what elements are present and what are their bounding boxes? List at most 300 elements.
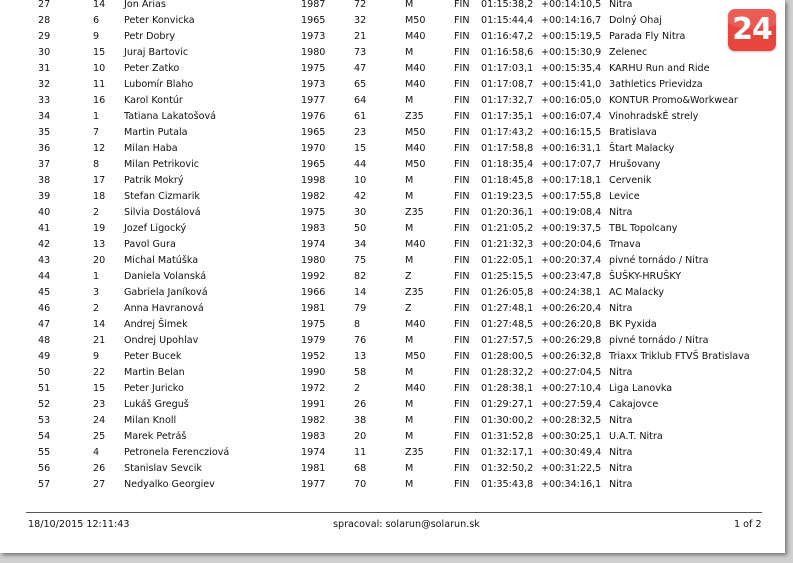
rank-cell: 39 <box>38 191 51 202</box>
number-cell: 13 <box>354 351 367 362</box>
number-cell: 73 <box>354 47 367 58</box>
status-cell: FIN <box>454 207 470 218</box>
bib-cell: 7 <box>93 127 100 138</box>
year-cell: 1991 <box>301 399 326 410</box>
year-cell: 1952 <box>301 351 326 362</box>
category-cell: Z35 <box>405 287 424 298</box>
name-cell: Milan Haba <box>124 143 178 154</box>
club-cell: Nitra <box>609 0 633 10</box>
gap-cell: +00:14:16,7 <box>541 15 602 26</box>
status-cell: FIN <box>454 47 470 58</box>
rank-cell: 36 <box>38 143 51 154</box>
year-cell: 1982 <box>301 191 326 202</box>
number-cell: 26 <box>354 399 367 410</box>
bib-cell: 4 <box>93 447 100 458</box>
club-cell: Nitra <box>609 479 633 490</box>
number-cell: 76 <box>354 335 367 346</box>
rank-cell: 48 <box>38 335 51 346</box>
status-cell: FIN <box>454 223 470 234</box>
bib-cell: 14 <box>93 319 106 330</box>
footer-processed-by: spracoval: solarun@solarun.sk <box>333 519 480 530</box>
number-cell: 10 <box>354 175 367 186</box>
time-cell: 01:17:35,1 <box>481 111 534 122</box>
category-cell: M <box>405 47 414 58</box>
gap-cell: +00:26:32,8 <box>541 351 602 362</box>
club-cell: pivné tornádo / Nitra <box>609 255 709 266</box>
status-cell: FIN <box>454 239 470 250</box>
club-cell: Dolný Ohaj <box>609 15 662 26</box>
gap-cell: +00:28:32,5 <box>541 415 602 426</box>
club-cell: Nitra <box>609 207 633 218</box>
category-cell: M <box>405 0 414 10</box>
number-cell: 15 <box>354 143 367 154</box>
rank-cell: 43 <box>38 255 51 266</box>
club-cell: Cervenik <box>609 175 652 186</box>
number-cell: 8 <box>354 319 361 330</box>
status-cell: FIN <box>454 415 470 426</box>
year-cell: 1977 <box>301 95 326 106</box>
year-cell: 1966 <box>301 287 326 298</box>
time-cell: 01:15:38,2 <box>481 0 534 10</box>
gap-cell: +00:17:55,8 <box>541 191 602 202</box>
bib-cell: 15 <box>93 383 106 394</box>
year-cell: 1987 <box>301 0 326 10</box>
year-cell: 1990 <box>301 367 326 378</box>
bib-cell: 11 <box>93 79 106 90</box>
number-cell: 44 <box>354 159 367 170</box>
club-cell: Liga Lanovka <box>609 383 673 394</box>
number-cell: 70 <box>354 479 367 490</box>
club-cell: Levice <box>609 191 640 202</box>
bib-cell: 14 <box>93 0 106 10</box>
category-cell: M <box>405 223 414 234</box>
number-cell: 82 <box>354 271 367 282</box>
gap-cell: +00:26:29,8 <box>541 335 602 346</box>
year-cell: 1981 <box>301 463 326 474</box>
badge-text: 24 <box>732 12 772 47</box>
club-cell: Bratislava <box>609 127 657 138</box>
rank-cell: 50 <box>38 367 51 378</box>
time-cell: 01:32:17,1 <box>481 447 534 458</box>
name-cell: Petronela Ferencziová <box>124 447 230 458</box>
status-cell: FIN <box>454 191 470 202</box>
rank-cell: 29 <box>38 31 51 42</box>
time-cell: 01:16:58,6 <box>481 47 534 58</box>
time-cell: 01:30:00,2 <box>481 415 534 426</box>
club-cell: AC Malacky <box>609 287 665 298</box>
footer-date: 18/10/2015 12:11:43 <box>28 519 130 530</box>
gap-cell: +00:19:08,4 <box>541 207 602 218</box>
time-cell: 01:20:36,1 <box>481 207 534 218</box>
time-cell: 01:29:27,1 <box>481 399 534 410</box>
gap-cell: +00:15:30,9 <box>541 47 602 58</box>
club-cell: Cakajovce <box>609 399 659 410</box>
time-cell: 01:27:57,5 <box>481 335 534 346</box>
time-cell: 01:17:03,1 <box>481 63 534 74</box>
club-cell: Zelenec <box>609 47 648 58</box>
number-cell: 2 <box>354 383 361 394</box>
gap-cell: +00:15:35,4 <box>541 63 602 74</box>
bib-cell: 22 <box>93 367 106 378</box>
club-cell: Nitra <box>609 447 633 458</box>
time-cell: 01:17:43,2 <box>481 127 534 138</box>
club-cell: U.A.T. Nitra <box>609 431 663 442</box>
club-cell: pivné tornádo / Nitra <box>609 335 709 346</box>
number-cell: 30 <box>354 207 367 218</box>
bib-cell: 1 <box>93 271 100 282</box>
time-cell: 01:28:00,5 <box>481 351 534 362</box>
category-cell: M <box>405 367 414 378</box>
club-cell: Nitra <box>609 415 633 426</box>
bib-cell: 25 <box>93 431 106 442</box>
category-cell: M40 <box>405 63 426 74</box>
name-cell: Petr Dobry <box>124 31 176 42</box>
name-cell: Gabriela Janíková <box>124 287 208 298</box>
name-cell: Anna Havranová <box>124 303 204 314</box>
category-cell: M40 <box>405 239 426 250</box>
name-cell: Stefan Cizmarik <box>124 191 200 202</box>
club-cell: ŠUŠKY-HRUŠKY <box>609 271 682 282</box>
status-cell: FIN <box>454 127 470 138</box>
club-cell: TBL Topolcany <box>609 223 678 234</box>
number-cell: 72 <box>354 0 367 10</box>
year-cell: 1973 <box>301 31 326 42</box>
rank-cell: 32 <box>38 79 51 90</box>
number-cell: 21 <box>354 31 367 42</box>
rank-cell: 54 <box>38 431 51 442</box>
bib-cell: 9 <box>93 31 100 42</box>
number-cell: 47 <box>354 63 367 74</box>
gap-cell: +00:30:49,4 <box>541 447 602 458</box>
gap-cell: +00:16:15,5 <box>541 127 602 138</box>
year-cell: 1976 <box>301 111 326 122</box>
rank-cell: 30 <box>38 47 51 58</box>
status-cell: FIN <box>454 31 470 42</box>
gap-cell: +00:16:07,4 <box>541 111 602 122</box>
name-cell: Silvia Dostálová <box>124 207 201 218</box>
category-cell: M <box>405 255 414 266</box>
time-cell: 01:25:15,5 <box>481 271 534 282</box>
category-cell: M40 <box>405 79 426 90</box>
status-cell: FIN <box>454 255 470 266</box>
bib-cell: 27 <box>93 479 106 490</box>
bib-cell: 17 <box>93 175 106 186</box>
name-cell: Milan Petrikovic <box>124 159 200 170</box>
year-cell: 1972 <box>301 383 326 394</box>
rank-cell: 55 <box>38 447 51 458</box>
gap-cell: +00:24:38,1 <box>541 287 602 298</box>
year-cell: 1981 <box>301 303 326 314</box>
club-cell: BK Pyxida <box>609 319 657 330</box>
time-cell: 01:35:43,8 <box>481 479 534 490</box>
time-cell: 01:18:45,8 <box>481 175 534 186</box>
category-cell: Z <box>405 303 412 314</box>
year-cell: 1998 <box>301 175 326 186</box>
status-cell: FIN <box>454 399 470 410</box>
rank-cell: 34 <box>38 111 51 122</box>
time-cell: 01:21:32,3 <box>481 239 534 250</box>
time-cell: 01:22:05,1 <box>481 255 534 266</box>
status-cell: FIN <box>454 287 470 298</box>
bib-cell: 26 <box>93 463 106 474</box>
name-cell: Tatiana Lakatošová <box>124 111 217 122</box>
name-cell: Peter Konvicka <box>124 15 195 26</box>
gap-cell: +00:26:20,4 <box>541 303 602 314</box>
year-cell: 1992 <box>301 271 326 282</box>
bib-cell: 16 <box>93 95 106 106</box>
number-cell: 58 <box>354 367 367 378</box>
category-cell: M40 <box>405 319 426 330</box>
bib-cell: 1 <box>93 111 100 122</box>
bib-cell: 8 <box>93 159 100 170</box>
status-cell: FIN <box>454 143 470 154</box>
category-cell: M50 <box>405 127 426 138</box>
category-cell: M40 <box>405 143 426 154</box>
number-cell: 11 <box>354 447 367 458</box>
number-cell: 42 <box>354 191 367 202</box>
status-cell: FIN <box>454 383 470 394</box>
number-cell: 50 <box>354 223 367 234</box>
time-cell: 01:15:44,4 <box>481 15 534 26</box>
category-cell: Z <box>405 271 412 282</box>
name-cell: Ondrej Upohlav <box>124 335 199 346</box>
status-cell: FIN <box>454 79 470 90</box>
gap-cell: +00:34:16,1 <box>541 479 602 490</box>
gap-cell: +00:27:59,4 <box>541 399 602 410</box>
bib-cell: 23 <box>93 399 106 410</box>
club-cell: VinohradskÉ strely <box>609 111 699 122</box>
number-cell: 79 <box>354 303 367 314</box>
bib-cell: 21 <box>93 335 106 346</box>
category-cell: Z35 <box>405 111 424 122</box>
name-cell: Lukáš Greguš <box>124 399 189 410</box>
time-cell: 01:17:08,7 <box>481 79 534 90</box>
name-cell: Jozef Ligocký <box>124 223 187 234</box>
number-cell: 14 <box>354 287 367 298</box>
status-cell: FIN <box>454 63 470 74</box>
name-cell: Patrik Mokrý <box>124 175 184 186</box>
gap-cell: +00:30:25,1 <box>541 431 602 442</box>
number-cell: 68 <box>354 463 367 474</box>
category-cell: M <box>405 95 414 106</box>
bib-cell: 20 <box>93 255 106 266</box>
year-cell: 1970 <box>301 143 326 154</box>
name-cell: Nedyalko Georgiev <box>124 479 215 490</box>
status-cell: FIN <box>454 111 470 122</box>
club-cell: Nitra <box>609 463 633 474</box>
name-cell: Andrej Šimek <box>124 319 188 330</box>
year-cell: 1965 <box>301 15 326 26</box>
gap-cell: +00:19:37,5 <box>541 223 602 234</box>
status-cell: FIN <box>454 0 470 10</box>
club-cell: Triaxx Triklub FTVŠ Bratislava <box>609 351 750 362</box>
bib-cell: 24 <box>93 415 106 426</box>
rank-cell: 31 <box>38 63 51 74</box>
category-cell: M40 <box>405 31 426 42</box>
name-cell: Peter Juricko <box>124 383 184 394</box>
name-cell: Lubomír Blaho <box>124 79 194 90</box>
name-cell: Stanislav Sevcik <box>124 463 202 474</box>
rank-cell: 47 <box>38 319 51 330</box>
gap-cell: +00:26:20,8 <box>541 319 602 330</box>
number-cell: 32 <box>354 15 367 26</box>
rank-cell: 35 <box>38 127 51 138</box>
club-cell: KONTUR Promo&Workwear <box>609 95 738 106</box>
gap-cell: +00:14:10,5 <box>541 0 602 10</box>
number-cell: 64 <box>354 95 367 106</box>
bib-cell: 18 <box>93 191 106 202</box>
year-cell: 1980 <box>301 255 326 266</box>
status-cell: FIN <box>454 351 470 362</box>
time-cell: 01:19:23,5 <box>481 191 534 202</box>
gap-cell: +00:16:31,1 <box>541 143 602 154</box>
name-cell: Peter Bucek <box>124 351 182 362</box>
gap-cell: +00:16:05,0 <box>541 95 602 106</box>
rank-cell: 40 <box>38 207 51 218</box>
footer-divider <box>26 512 762 513</box>
category-cell: M50 <box>405 351 426 362</box>
number-cell: 65 <box>354 79 367 90</box>
category-cell: M <box>405 463 414 474</box>
bib-cell: 9 <box>93 351 100 362</box>
rank-cell: 57 <box>38 479 51 490</box>
year-cell: 1965 <box>301 127 326 138</box>
bib-cell: 19 <box>93 223 106 234</box>
club-cell: 3athletics Prievidza <box>609 79 703 90</box>
gap-cell: +00:27:04,5 <box>541 367 602 378</box>
time-cell: 01:32:50,2 <box>481 463 534 474</box>
bib-cell: 12 <box>93 143 106 154</box>
club-cell: Parada Fly Nitra <box>609 31 686 42</box>
gap-cell: +00:20:04,6 <box>541 239 602 250</box>
gap-cell: +00:31:22,5 <box>541 463 602 474</box>
time-cell: 01:18:35,4 <box>481 159 534 170</box>
bib-cell: 13 <box>93 239 106 250</box>
category-cell: M <box>405 431 414 442</box>
status-cell: FIN <box>454 175 470 186</box>
category-cell: M <box>405 191 414 202</box>
year-cell: 1974 <box>301 447 326 458</box>
gap-cell: +00:20:37,4 <box>541 255 602 266</box>
time-cell: 01:17:58,8 <box>481 143 534 154</box>
rank-cell: 33 <box>38 95 51 106</box>
year-cell: 1980 <box>301 47 326 58</box>
number-cell: 23 <box>354 127 367 138</box>
status-cell: FIN <box>454 319 470 330</box>
year-cell: 1983 <box>301 431 326 442</box>
name-cell: Marek Petráš <box>124 431 187 442</box>
year-cell: 1974 <box>301 239 326 250</box>
bib-cell: 6 <box>93 15 100 26</box>
rank-cell: 46 <box>38 303 51 314</box>
name-cell: Martin Putala <box>124 127 188 138</box>
club-cell: KARHU Run and Ride <box>609 63 710 74</box>
status-cell: FIN <box>454 447 470 458</box>
gap-cell: +00:15:19,5 <box>541 31 602 42</box>
time-cell: 01:27:48,1 <box>481 303 534 314</box>
logo-24-badge[interactable] <box>728 9 776 51</box>
rank-cell: 45 <box>38 287 51 298</box>
time-cell: 01:31:52,8 <box>481 431 534 442</box>
name-cell: Juraj Bartovic <box>124 47 189 58</box>
year-cell: 1973 <box>301 79 326 90</box>
year-cell: 1975 <box>301 207 326 218</box>
name-cell: Pavol Gura <box>124 239 176 250</box>
number-cell: 20 <box>354 431 367 442</box>
status-cell: FIN <box>454 303 470 314</box>
name-cell: Martin Belan <box>124 367 185 378</box>
status-cell: FIN <box>454 367 470 378</box>
club-cell: Nitra <box>609 367 633 378</box>
time-cell: 01:21:05,2 <box>481 223 534 234</box>
rank-cell: 27 <box>38 0 51 10</box>
rank-cell: 41 <box>38 223 51 234</box>
name-cell: Jon Arias <box>124 0 166 10</box>
year-cell: 1983 <box>301 223 326 234</box>
rank-cell: 53 <box>38 415 51 426</box>
club-cell: Hrušovany <box>609 159 661 170</box>
status-cell: FIN <box>454 431 470 442</box>
category-cell: Z35 <box>405 447 424 458</box>
name-cell: Peter Zatko <box>124 63 180 74</box>
status-cell: FIN <box>454 95 470 106</box>
number-cell: 75 <box>354 255 367 266</box>
rank-cell: 56 <box>38 463 51 474</box>
category-cell: Z35 <box>405 207 424 218</box>
category-cell: M <box>405 415 414 426</box>
bib-cell: 2 <box>93 207 100 218</box>
year-cell: 1975 <box>301 319 326 330</box>
category-cell: M50 <box>405 15 426 26</box>
category-cell: M <box>405 399 414 410</box>
category-cell: M <box>405 335 414 346</box>
gap-cell: +00:27:10,4 <box>541 383 602 394</box>
year-cell: 1965 <box>301 159 326 170</box>
number-cell: 61 <box>354 111 367 122</box>
footer-page-number: 1 of 2 <box>734 519 762 530</box>
bib-cell: 15 <box>93 47 106 58</box>
year-cell: 1979 <box>301 335 326 346</box>
rank-cell: 44 <box>38 271 51 282</box>
rank-cell: 37 <box>38 159 51 170</box>
rank-cell: 38 <box>38 175 51 186</box>
bib-cell: 10 <box>93 63 106 74</box>
time-cell: 01:26:05,8 <box>481 287 534 298</box>
number-cell: 38 <box>354 415 367 426</box>
year-cell: 1977 <box>301 479 326 490</box>
number-cell: 34 <box>354 239 367 250</box>
name-cell: Karol Kontúr <box>124 95 183 106</box>
category-cell: M50 <box>405 159 426 170</box>
name-cell: Michal Matúška <box>124 255 199 266</box>
year-cell: 1982 <box>301 415 326 426</box>
status-cell: FIN <box>454 335 470 346</box>
bib-cell: 3 <box>93 287 100 298</box>
status-cell: FIN <box>454 479 470 490</box>
time-cell: 01:28:38,1 <box>481 383 534 394</box>
club-cell: Štart Malacky <box>609 143 675 154</box>
rank-cell: 52 <box>38 399 51 410</box>
gap-cell: +00:17:07,7 <box>541 159 602 170</box>
gap-cell: +00:23:47,8 <box>541 271 602 282</box>
rank-cell: 28 <box>38 15 51 26</box>
category-cell: M40 <box>405 383 426 394</box>
category-cell: M <box>405 175 414 186</box>
club-cell: Nitra <box>609 303 633 314</box>
year-cell: 1975 <box>301 63 326 74</box>
name-cell: Daniela Volanská <box>124 271 207 282</box>
status-cell: FIN <box>454 159 470 170</box>
